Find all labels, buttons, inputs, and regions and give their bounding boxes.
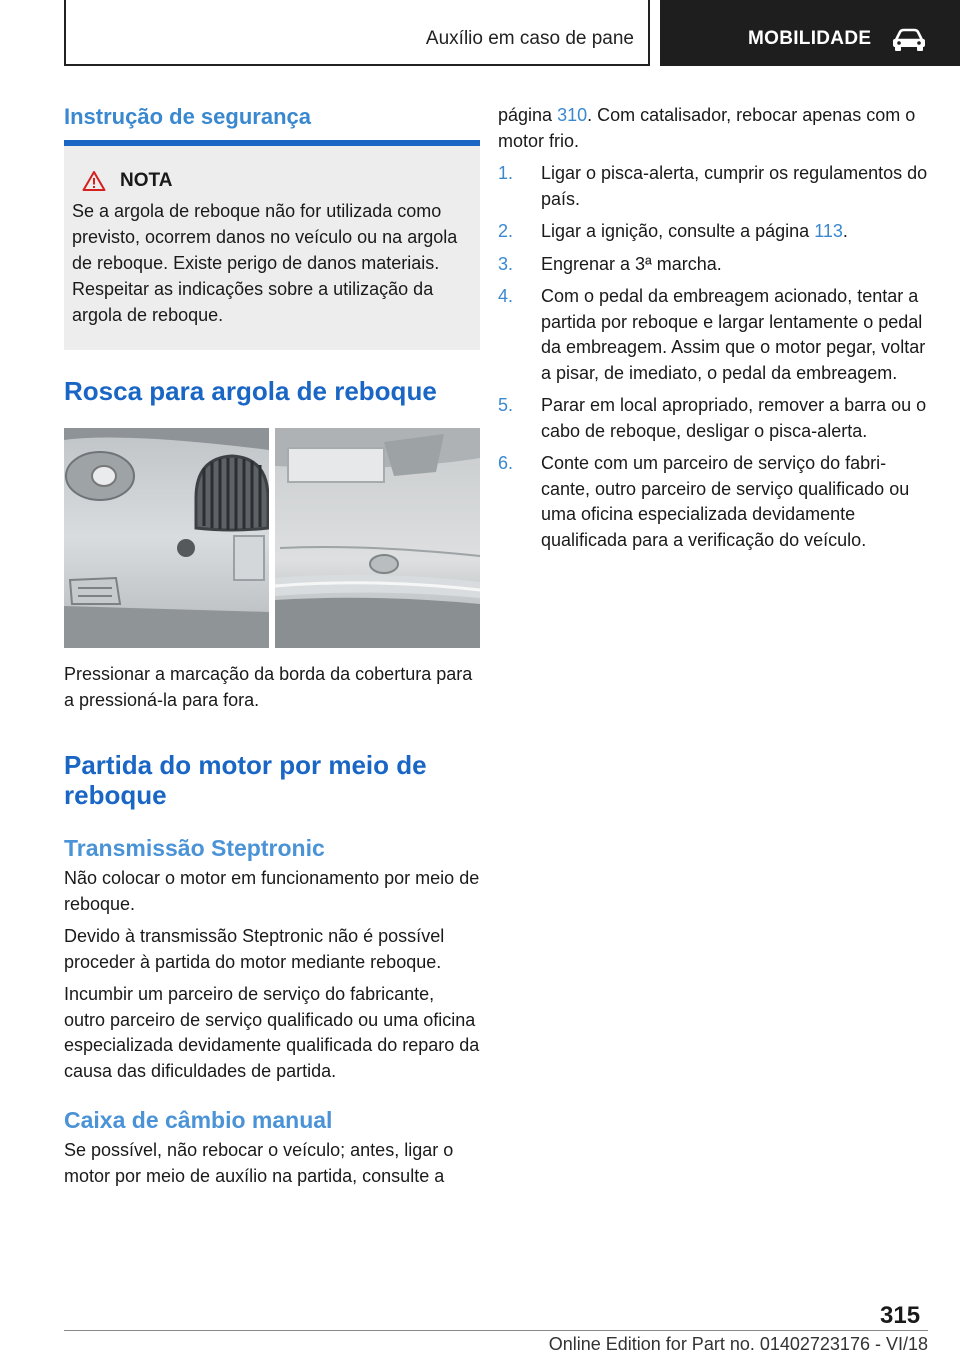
- step-number: 3.: [498, 253, 514, 274]
- page-link-113[interactable]: 113: [814, 221, 843, 241]
- steptronic-heading: Transmissão Steptronic: [64, 835, 325, 861]
- tow-eye-cover-image: [64, 428, 480, 648]
- partida-heading: Partida do motor por meio de reboque: [64, 750, 427, 810]
- step-number: 1.: [498, 163, 514, 183]
- step-number: 2.: [498, 221, 514, 241]
- continued-suffix: . Com catalisador, rebocar apenas com o motor frio.: [498, 105, 916, 151]
- safety-heading: Instrução de segurança: [64, 104, 311, 129]
- warning-triangle-icon: [82, 170, 106, 192]
- step-text: Ligar o pisca-alerta, cumprir os regulamentos do país.: [541, 163, 928, 209]
- list-item: [498, 252, 928, 278]
- step-text-suffix: .: [842, 221, 848, 241]
- step-number: 5.: [498, 395, 514, 415]
- continued-prefix: página: [498, 105, 558, 125]
- right-column: [498, 100, 928, 553]
- page-number: 315: [880, 1302, 921, 1329]
- list-item: [498, 393, 928, 444]
- left-column: [64, 100, 480, 1189]
- list-item: [498, 451, 928, 553]
- footer-divider: [64, 1330, 928, 1331]
- rosca-heading: Rosca para argola de reboque: [64, 376, 437, 406]
- header-chapter-tab[interactable]: [660, 0, 960, 66]
- continued-paragraph: [498, 103, 928, 154]
- header-chapter-label: MOBILIDADE: [748, 28, 872, 49]
- list-item: [498, 219, 928, 245]
- header-section-box: [64, 0, 650, 66]
- step-number: 6.: [498, 453, 514, 473]
- step-text: Parar em local apropriado, remover a barra ou o cabo de reboque, desligar o pisca-alerta.: [541, 395, 927, 441]
- towstart-steps-list: [498, 161, 928, 553]
- page-link-310[interactable]: 310: [557, 105, 588, 125]
- footer-edition: Online Edition for Part no. 01402723176 - VI/18: [548, 1334, 928, 1354]
- step-text: Engrenar a 3ª marcha.: [541, 253, 722, 274]
- car-icon: [892, 28, 926, 52]
- list-item: [498, 161, 928, 212]
- steptronic-paragraph-1: Não colocar o motor em funcionamento por meio de reboque.: [64, 868, 480, 914]
- step-text: Com o pedal da embreagem acionado, tentar a partida por reboque e largar lentamente o pedal da embreagem. Assim que o motor pegar, voltar a pisar, de imediato, o pedal da embreagem.: [541, 286, 926, 383]
- manual-heading: Caixa de câmbio manual: [64, 1107, 333, 1133]
- note-label: NOTA: [120, 170, 173, 191]
- step-text: Conte com um parceiro de serviço do fabricante, outro parceiro de serviço qualificado ou uma oficina especializada devidamente qualificada para a verificação do veículo.: [541, 453, 910, 550]
- step-text-prefix: Ligar a ignição, consulte a página: [541, 221, 815, 241]
- manual-paragraph-1: Se possível, não rebocar o veículo; antes, ligar o motor por meio de auxílio na partida, consulte a: [64, 1140, 454, 1186]
- list-item: [498, 284, 928, 386]
- image-caption: Pressionar a marcação da borda da cobertura para a pressioná-la para fora.: [64, 664, 473, 710]
- header-section-title: Auxílio em caso de pane: [425, 28, 634, 49]
- note-text: Se a argola de reboque não for utilizada como previsto, ocorrem danos no veículo ou na argola de reboque. Existe perigo de danos materiais. Respeitar as indicações sobre a utilização da argola de reboque.: [72, 201, 458, 325]
- steptronic-paragraph-3: Incumbir um parceiro de serviço do fabricante, outro parceiro de serviço qualificado ou uma oficina especializada devidamente qualificada do reparo da causa das dificuldades de partida.: [64, 984, 480, 1081]
- step-number: 4.: [498, 286, 514, 306]
- steptronic-paragraph-2: Devido à transmissão Steptronic não é possível proceder à partida do motor mediante reboque.: [64, 926, 445, 972]
- note-box: [64, 146, 480, 350]
- step-text: [541, 219, 928, 245]
